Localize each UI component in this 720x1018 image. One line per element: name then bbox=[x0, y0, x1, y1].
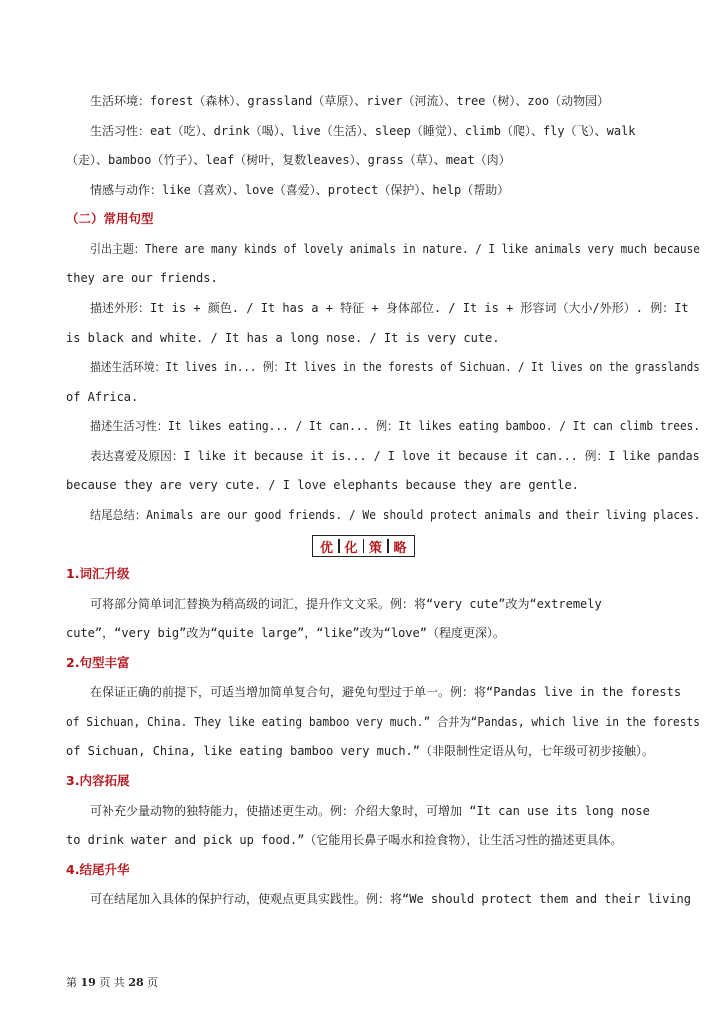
text-line: 描述生活环境：It lives in... 例：It lives in the forests of Sichuan. / It lives on the grasslands bbox=[90, 360, 700, 374]
subsection-heading: 4.结尾升华 bbox=[66, 862, 130, 877]
subsection-heading: 2.句型丰富 bbox=[66, 655, 130, 670]
text-line: 描述生活习性：It likes eating... / It can... 例：It likes eating bamboo. / It can climb trees. bbox=[90, 419, 701, 433]
text-line: 情感与动作：like（喜欢）、love（喜爱）、protect（保护）、help（帮助） bbox=[90, 183, 510, 197]
subsection-heading: 3.内容拓展 bbox=[66, 773, 130, 788]
text-line: 结尾总结：Animals are our good friends. / We should protect animals and their living places. bbox=[90, 508, 701, 522]
text-line: 在保证正确的前提下，可适当增加简单复合句，避免句型过于单一。例：将“Pandas live in the forests bbox=[90, 685, 682, 699]
text-line: 引出主题：There are many kinds of lovely animals in nature. / I like animals very much because bbox=[90, 242, 700, 256]
text-line: 描述外形：It is + 颜色. / It has a + 特征 + 身体部位. / It is + 形容词（大小/外形）. 例：It bbox=[90, 301, 689, 315]
current-page-number: 19 bbox=[80, 976, 96, 989]
banner-char: 策 bbox=[369, 540, 383, 556]
section-heading: （二）常用句型 bbox=[66, 211, 154, 226]
text-line: （走）、bamboo（竹子）、leaf（树叶，复数leaves）、grass（草）、meat（肉） bbox=[66, 153, 511, 167]
page-footer bbox=[66, 976, 158, 990]
footer-suffix: 页 bbox=[147, 976, 159, 989]
strategy-banner bbox=[312, 535, 415, 557]
footer-middle: 页 共 bbox=[99, 976, 125, 989]
banner-char: 化 bbox=[344, 540, 358, 556]
text-line: because they are very cute. / I love elephants because they are gentle. bbox=[66, 478, 579, 492]
text-line: they are our friends. bbox=[66, 271, 218, 285]
banner-char: 优 bbox=[320, 540, 334, 556]
text-line: is black and white. / It has a long nose. / It is very cute. bbox=[66, 331, 500, 345]
total-page-count: 28 bbox=[128, 976, 144, 989]
footer-prefix: 第 bbox=[66, 976, 77, 989]
text-line: 生活习性：eat（吃）、drink（喝）、live（生活）、sleep（睡觉）、climb（爬）、fly（飞）、walk bbox=[90, 124, 636, 138]
text-line: 可补充少量动物的独特能力，使描述更生动。例：介绍大象时，可增加 “It can use its long nose bbox=[90, 804, 650, 818]
text-line: 可在结尾加入具体的保护行动，使观点更具实践性。例：将“We should protect them and their living bbox=[90, 892, 691, 906]
banner-char: 略 bbox=[393, 540, 407, 556]
text-line: of Sichuan, China. They like eating bamboo very much.” 合并为“Pandas, which live in the forests bbox=[66, 715, 700, 729]
text-line: 表达喜爱及原因：I like it because it is... / I love it because it can... 例：I like pandas bbox=[90, 449, 700, 463]
subsection-heading: 1.词汇升级 bbox=[66, 566, 130, 581]
text-line: 生活环境：forest（森林）、grassland（草原）、river（河流）、tree（树）、zoo（动物园） bbox=[90, 94, 610, 108]
text-line: 可将部分简单词汇替换为稍高级的词汇，提升作文文采。例：将“very cute”改为“extremely bbox=[90, 597, 602, 611]
text-line: of Sichuan, China, like eating bamboo very much.”（非限制性定语从句，七年级可初步接触）。 bbox=[66, 744, 655, 758]
text-line: cute”，“very big”改为“quite large”，“like”改为“love”（程度更深）。 bbox=[66, 626, 505, 640]
text-line: to drink water and pick up food.”（它能用长鼻子喝水和捡食物），让生活习性的描述更具体。 bbox=[66, 833, 623, 847]
text-line: of Africa. bbox=[66, 390, 139, 404]
